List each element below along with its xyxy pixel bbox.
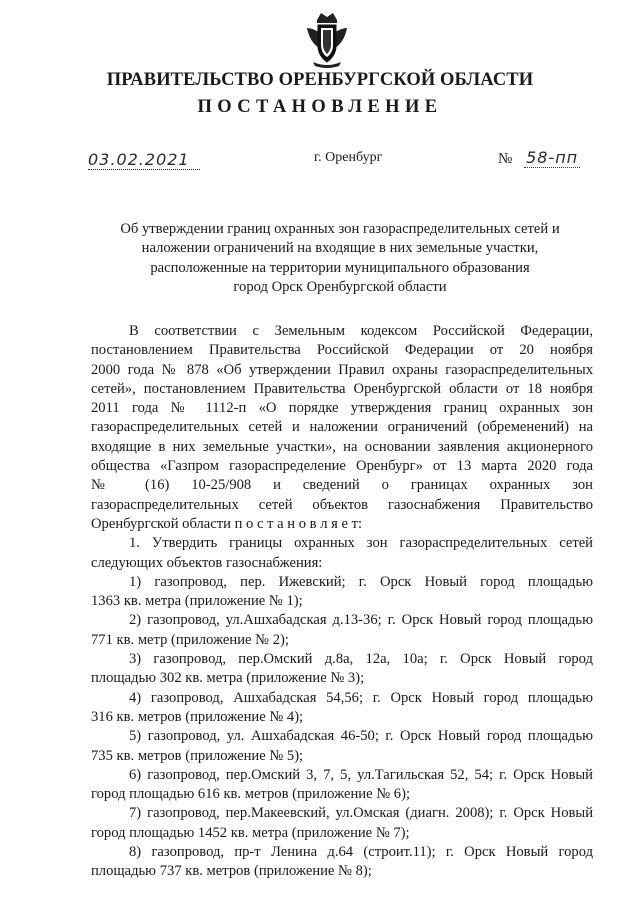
body-line: 4) газопровод, Ашхабадская 54,56; г. Орск Новый город площадью <box>129 689 593 706</box>
document-number <box>498 148 580 168</box>
body-line: входящие в них земельные участки», на основании заявления акционерного <box>91 438 593 455</box>
body-line: 735 кв. метров (приложение № 5); <box>91 747 304 764</box>
body-line: № (16) 10-25/908 и сведений о границах охранных зон <box>91 477 593 494</box>
body-line: 7) газопровод, пер.Макеевский, ул.Омская (диагн. 2008); г. Орск Новый <box>129 805 593 822</box>
number-value: 58-пп <box>526 148 579 167</box>
document-date-value: 03.02.2021 <box>88 150 190 169</box>
body-line: газораспределительных сетей объектов газоснабжения Правительство <box>91 496 593 513</box>
title-line: расположенные на территории муниципального образования <box>150 259 530 276</box>
document-type: ПОСТАНОВЛЕНИЕ <box>197 97 443 117</box>
body-line: 1363 кв. метра (приложение № 1); <box>91 593 303 610</box>
document-date <box>88 150 200 170</box>
body-line: город площадью 616 кв. метров (приложение № 6); <box>91 786 411 803</box>
body-line: следующих объектов газоснабжения: <box>91 554 323 571</box>
body-line: 3) газопровод, пер.Омский д.8а, 12а, 10а; г. Орск Новый город <box>129 651 593 668</box>
document-title <box>80 220 600 297</box>
body-line: 6) газопровод, пер.Омский 3, 7, 5, ул.Тагильская 52, 54; г. Орск Новый <box>129 766 593 783</box>
date-underline <box>88 169 200 170</box>
title-line: город Орск Оренбургской области <box>233 278 447 295</box>
title-line: наложении ограничений на входящие в них земельные участки, <box>141 240 539 257</box>
body-line: 771 кв. метр (приложение № 2); <box>91 631 289 648</box>
body-line: площадью 737 кв. метров (приложение № 8); <box>91 863 372 880</box>
body-line: 2) газопровод, ул.Ашхабадская д.13-36; г. Орск Новый город площадью <box>129 612 593 629</box>
body-line: 2000 года № 878 «Об утверждении Правил охраны газораспределительных <box>91 361 593 378</box>
number-label: № <box>498 151 513 167</box>
body-line: газораспределительных сетей и наложении ограничений (обременений) на <box>91 419 593 436</box>
body-line: 316 кв. метров (приложение № 4); <box>91 708 304 725</box>
title-line: Об утверждении границ охранных зон газораспределительных сетей и <box>120 221 560 237</box>
body-line: 5) газопровод, ул. Ашхабадская 46-50; г. Орск Новый город площадью <box>129 728 593 745</box>
body-line: площадью 302 кв. метра (приложение № 3); <box>91 670 365 687</box>
body-line: 1. Утвердить границы охранных зон газораспределительных сетей <box>129 535 593 552</box>
body-line: постановлением Правительства Российской Федерации от 20 ноября <box>91 342 593 359</box>
body-line: общества «Газпром газораспределение Оренбург» от 13 марта 2020 года <box>91 458 593 475</box>
organization-name: ПРАВИТЕЛЬСТВО ОРЕНБУРГСКОЙ ОБЛАСТИ <box>106 70 534 90</box>
body-line: город площадью 1452 кв. метра (приложение № 7); <box>91 824 410 841</box>
body-line: Оренбургской области п о с т а н о в л я е т: <box>91 515 363 532</box>
body-line: 1) газопровод, пер. Ижевский; г. Орск Новый город площадью <box>129 573 593 590</box>
document-body <box>91 322 593 882</box>
document-city: г. Оренбург <box>314 150 383 165</box>
body-line: В соответствии с Земельным кодексом Российской Федерации, <box>129 323 593 339</box>
coat-of-arms-emblem <box>303 10 351 70</box>
body-line: сетей», постановлением Правительства Оренбургской области от 18 ноября <box>91 380 593 397</box>
body-line: 8) газопровод, пр-т Ленина д.64 (строит.11); г. Орск Новый город <box>129 844 593 861</box>
body-line: 2011 года № 1112-п «О порядке утверждения границ охранных зон <box>91 400 593 417</box>
